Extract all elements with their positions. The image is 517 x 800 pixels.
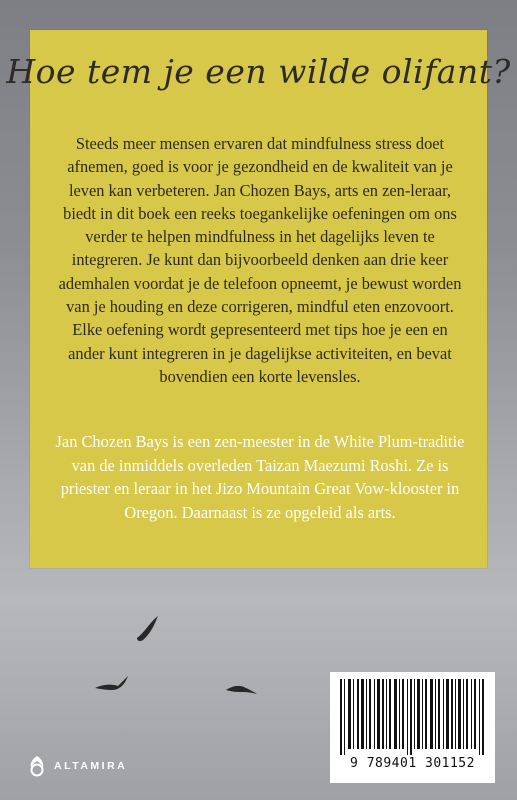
isbn-number: 9 789401 301152 xyxy=(350,756,475,771)
barcode-box xyxy=(330,672,495,783)
blurb-text: Steeds meer mensen ervaren dat mindfulness stress doet afnemen, goed is voor je gezondheid en de kwaliteit van je leven kan verbeteren. Jan Chozen Bays, arts en zen-leraar, biedt in dit boek een reeks toegankelijke oefeningen om ons verder te helpen mindfulness in het dagelijks leven te integreren. Je kunt dan bijvoorbeeld denken aan drie keer ademhalen voordat je de telefoon opneemt, je bewust worden van je houding en deze corrigeren, mindful eten enzovoort. Elke oefening wordt gepresenteerd met tips hoe je een en ander kunt integreren in je dagelijkse activiteiten, en bevat bovendien een korte levensles. xyxy=(58,134,462,386)
bird-icon xyxy=(137,616,158,641)
headline: Hoe tem je een wilde olifant? xyxy=(6,52,511,91)
bird-icon xyxy=(226,686,257,694)
publisher-name: ALTAMIRA xyxy=(54,760,128,772)
altamira-logo-icon xyxy=(28,755,46,777)
barcode-icon xyxy=(340,679,485,755)
bird-icon xyxy=(95,676,128,690)
author-bio: Jan Chozen Bays is een zen-meester in de White Plum-traditie van de inmiddels overleden Taizan Maezumi Roshi. Ze is priester en leraar in het Jizo Mountain Great Vow-klooster in Oregon. Daarnaast is ze opgeleid als arts. xyxy=(55,432,465,522)
publisher xyxy=(28,755,127,777)
